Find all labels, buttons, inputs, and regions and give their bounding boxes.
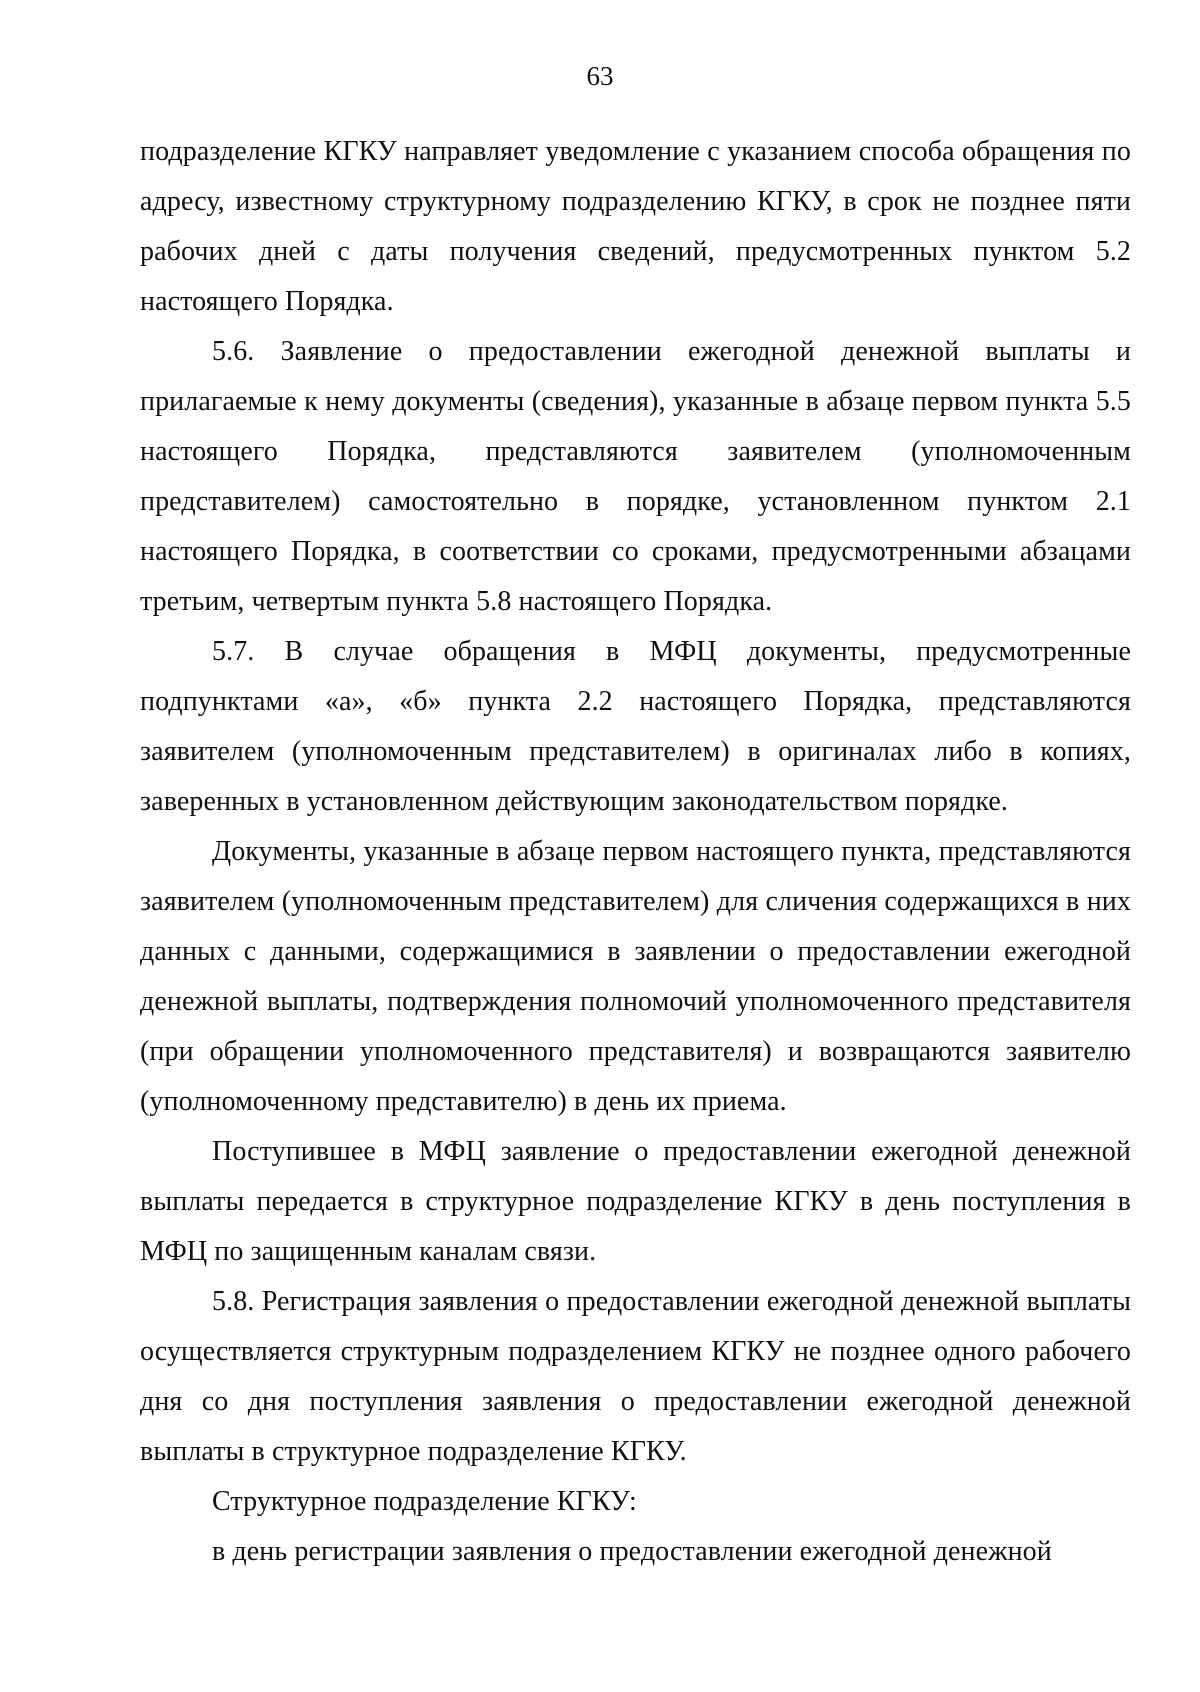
paragraph-5-8: 5.8. Регистрация заявления о предоставлении ежегодной денежной выплаты осуществляется структурным подразделением КГКУ не позднее одного рабочего дня со дня поступления заявления о предоставлении ежегодной денежной выплаты в структурное подразделение КГКУ. bbox=[140, 1286, 1131, 1467]
paragraph-5-6: 5.6. Заявление о предоставлении ежегодной денежной выплаты и прилагаемые к нему документы (сведения), указанные в абзаце первом пункта 5.5 настоящего Порядка, представляются заявителем (уполномоченным представителем) самостоятельно в порядке, установленном пунктом 2.1 настоящего Порядка, в соответствии со сроками, предусмотренными абзацами третьим, четвертым пункта 5.8 настоящего Порядка. bbox=[140, 336, 1131, 617]
paragraph-5-7: 5.7. В случае обращения в МФЦ документы, предусмотренные подпунктами «а», «б» пункта 2.2 настоящего Порядка, представляются заявителем (уполномоченным представителем) в оригиналах либо в копиях, заверенных в установленном действующим законодательством порядке. bbox=[140, 636, 1131, 817]
page-number: 63 bbox=[586, 61, 614, 91]
document-body bbox=[140, 127, 1131, 1577]
paragraph-mfc-transfer: Поступившее в МФЦ заявление о предоставлении ежегодной денежной выплаты передается в структурное подразделение КГКУ в день поступления в МФЦ по защищенным каналам связи. bbox=[140, 1136, 1131, 1267]
paragraph-continuation: подразделение КГКУ направляет уведомление с указанием способа обращения по адресу, известному структурному подразделению КГКУ, в срок не позднее пяти рабочих дней с даты получения сведений, предусмотренных пунктом 5.2 настоящего Порядка. bbox=[140, 136, 1131, 317]
paragraph-structural-division: Структурное подразделение КГКУ: bbox=[212, 1486, 637, 1517]
paragraph-documents-returned: Документы, указанные в абзаце первом настоящего пункта, представляются заявителем (уполномоченным представителем) для сличения содержащихся в них данных с данными, содержащимися в заявлении о предоставлении ежегодной денежной выплаты, подтверждения полномочий уполномоченного представителя (при обращении уполномоченного представителя) и возвращаются заявителю (уполномоченному представителю) в день их приема. bbox=[140, 836, 1131, 1117]
paragraph-registration-day: в день регистрации заявления о предоставлении ежегодной денежной bbox=[212, 1536, 1052, 1567]
